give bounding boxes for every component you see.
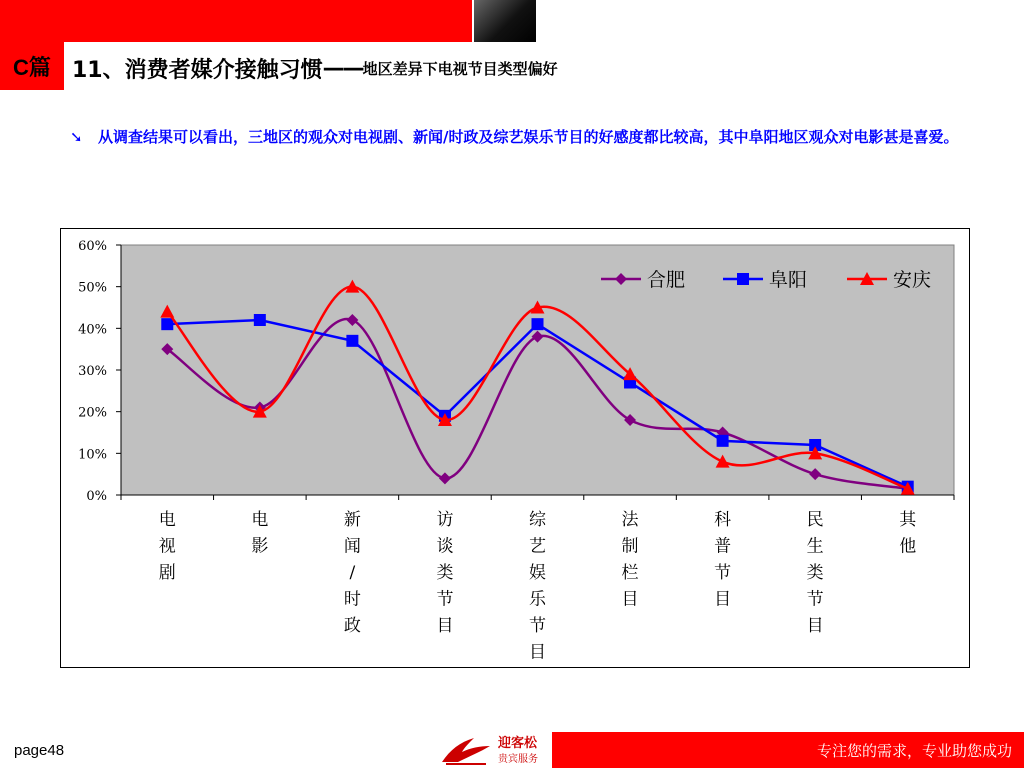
company-logo <box>440 730 550 768</box>
chart-frame <box>60 228 970 668</box>
logo-subtitle: 贵宾服务 <box>498 754 538 765</box>
x-tick-label: 综艺娱乐节目 <box>529 510 546 663</box>
y-tick-label: 10% <box>78 447 107 463</box>
line-chart <box>61 229 969 667</box>
summary-text: 从调查结果可以看出，三地区的观众对电视剧、新闻/时政及综艺娱乐节目的好感度都比较高，其中阜阳地区观众对电影甚是喜爱。 <box>98 128 959 146</box>
title-main: 11、消费者媒介接触习惯 <box>72 57 323 83</box>
x-tick-label: 民生类节目 <box>806 510 824 636</box>
x-tick-label: 电影 <box>251 510 269 557</box>
page-number: page48 <box>14 742 65 759</box>
x-tick-label: 其他 <box>899 510 917 557</box>
x-tick-label: 法制栏目 <box>621 510 639 610</box>
footer-slogan: 专注您的需求，专业助您成功 <box>816 741 1012 760</box>
data-point-2 <box>161 318 173 330</box>
top-red-bar <box>0 0 472 42</box>
y-tick-label: 60% <box>78 239 107 254</box>
y-tick-label: 50% <box>78 280 107 296</box>
x-tick-label: 访谈类节目 <box>436 510 454 636</box>
legend-marker <box>737 273 749 285</box>
x-tick-label: 新闻/时政 <box>343 510 361 636</box>
page-title <box>72 50 558 86</box>
footer-slogan-bar <box>552 732 1024 768</box>
y-tick-label: 20% <box>78 405 107 421</box>
data-point-2 <box>532 318 544 330</box>
legend-label: 安庆 <box>893 269 932 291</box>
top-thumbnail-image <box>474 0 536 42</box>
y-tick-label: 0% <box>86 489 107 504</box>
y-tick-label: 30% <box>78 364 107 379</box>
arrow-bullet-icon: ➘ <box>70 128 83 146</box>
pine-tree-logo-icon <box>440 732 492 766</box>
x-tick-label: 科普节目 <box>714 510 732 610</box>
legend-label: 阜阳 <box>769 269 808 291</box>
data-point-2 <box>254 314 266 326</box>
data-point-2 <box>346 335 358 347</box>
data-point-2 <box>717 435 729 447</box>
title-sub: 地区差异下电视节目类型偏好 <box>362 59 558 78</box>
logo-name: 迎客松 <box>498 736 538 751</box>
x-tick-label: 电视剧 <box>158 510 176 583</box>
summary-note <box>70 122 970 152</box>
legend-label: 合肥 <box>647 269 686 291</box>
y-tick-label: 40% <box>78 322 107 338</box>
section-tag: C篇 <box>0 42 64 90</box>
title-dash: —— <box>322 55 363 81</box>
